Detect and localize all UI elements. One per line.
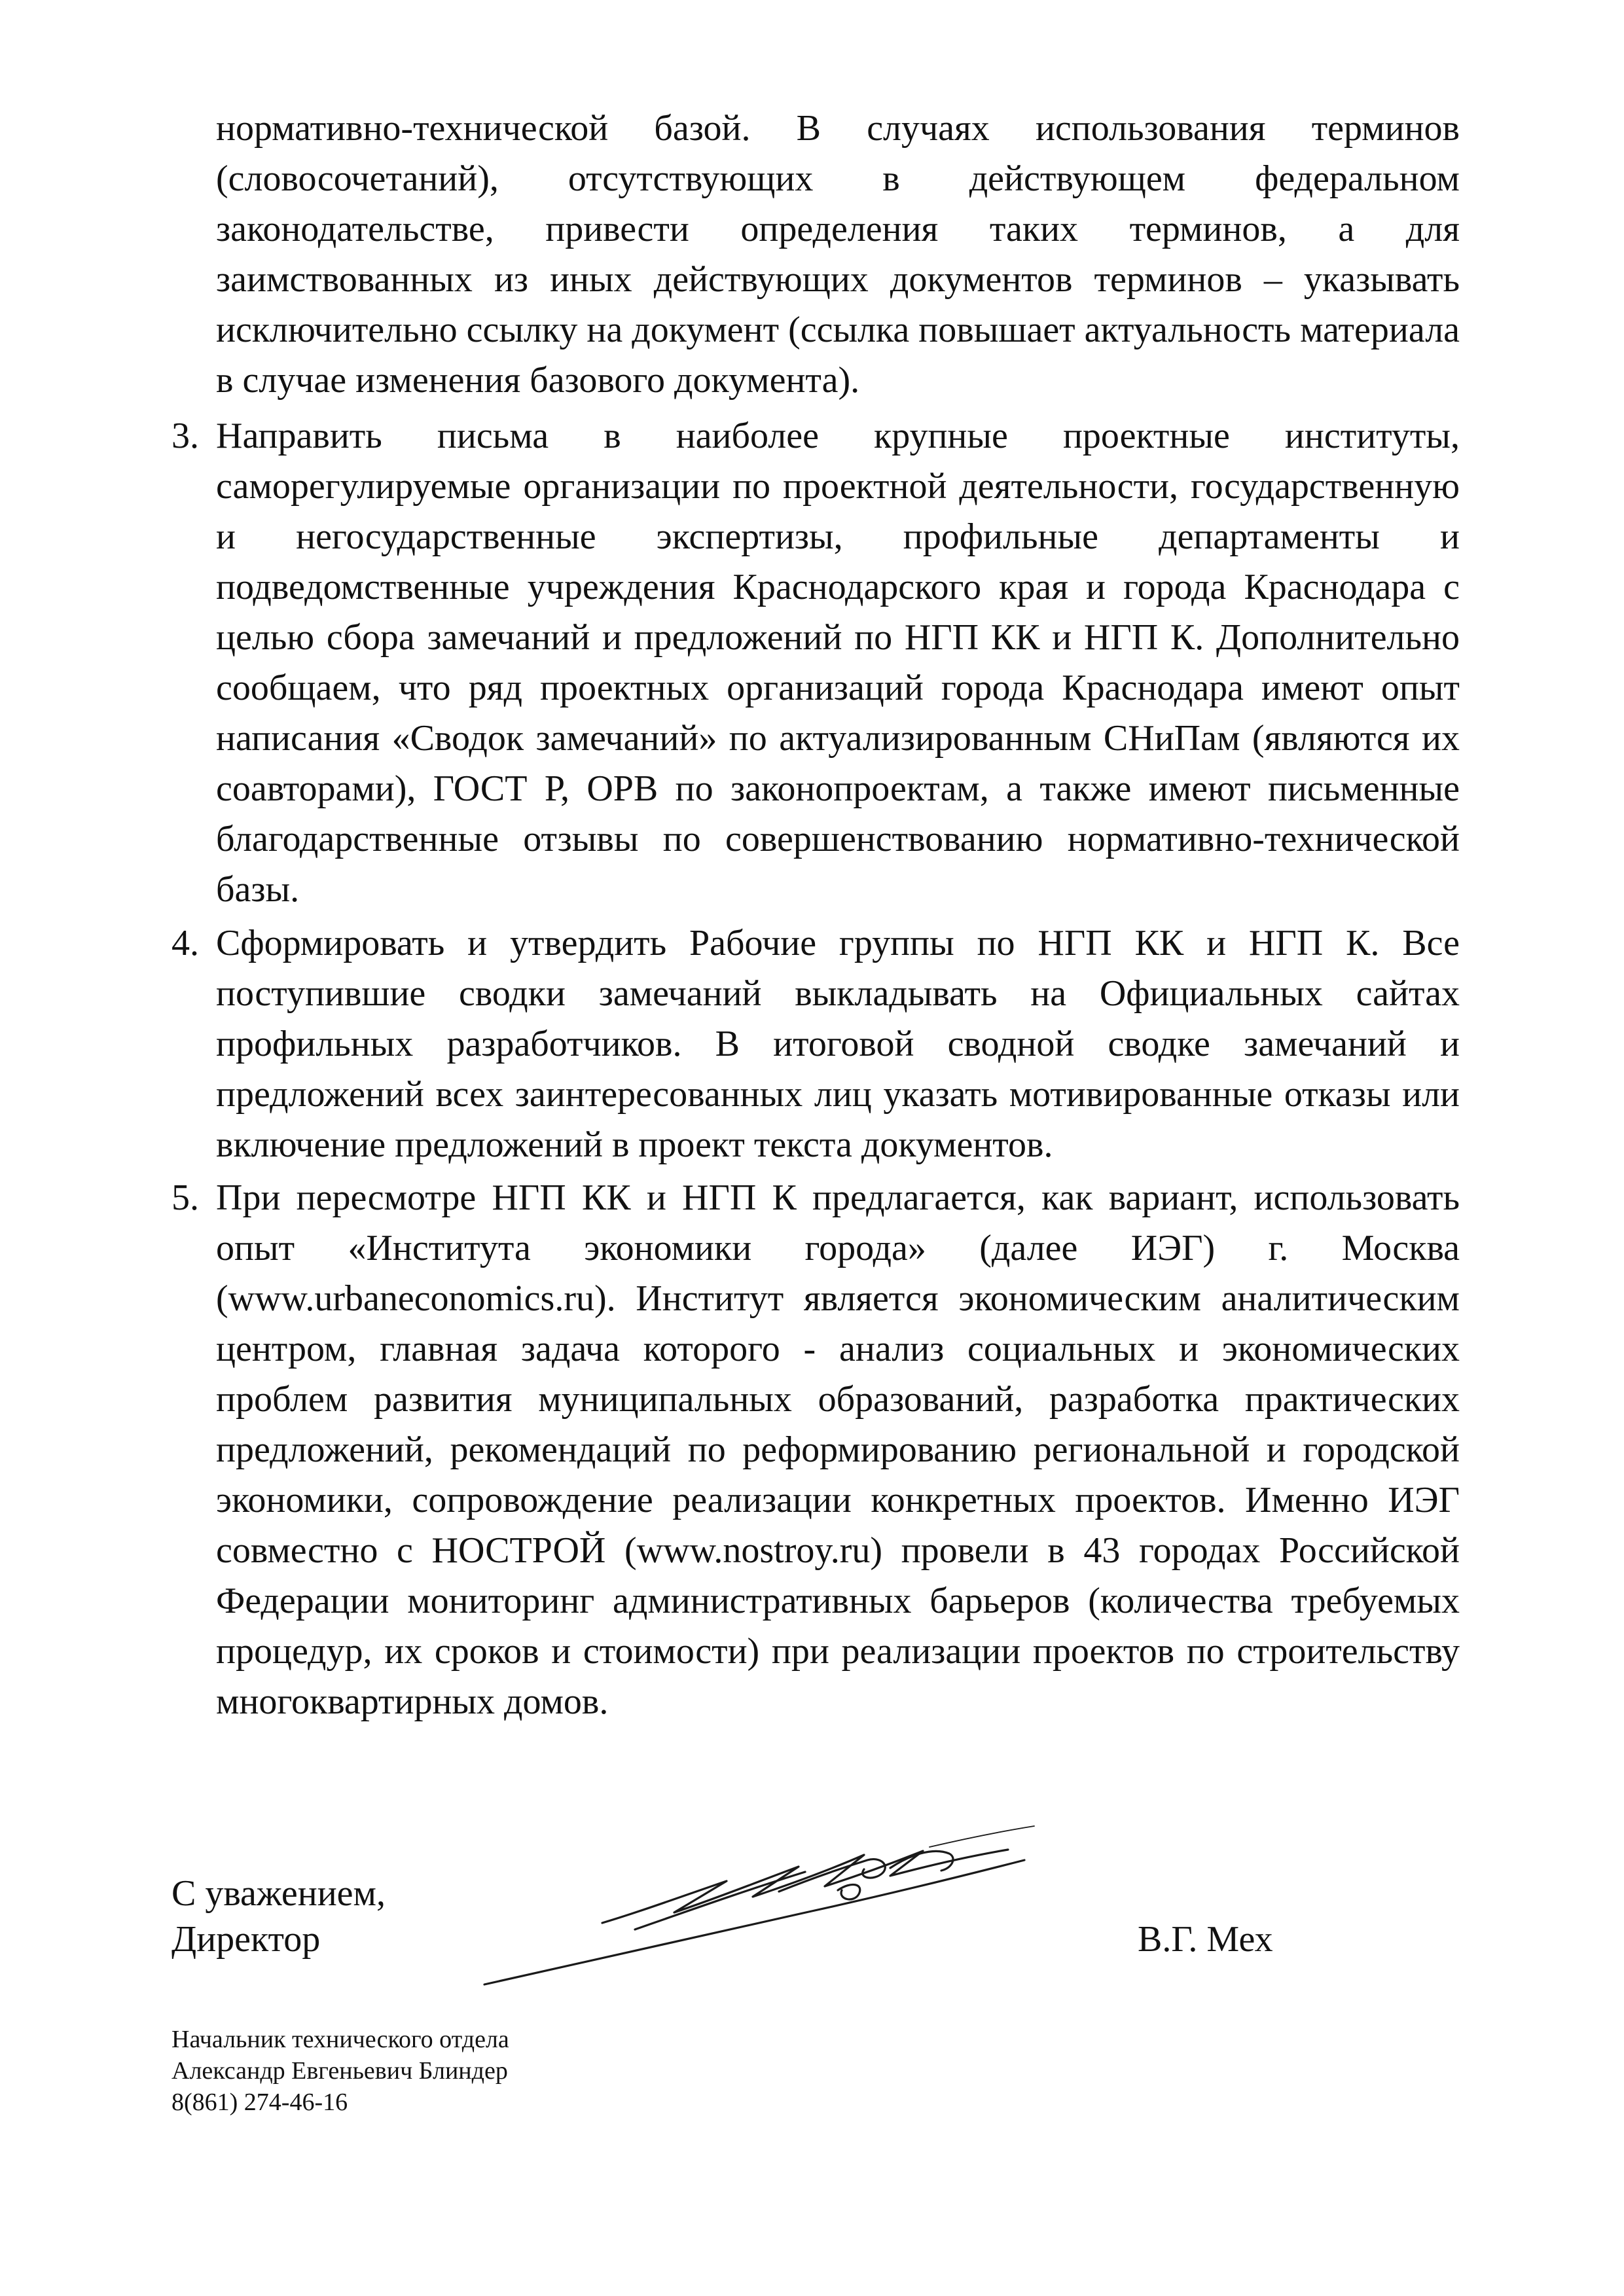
list-item-text: Направить письма в наиболее крупные проектные институты, саморегулируемые организации по проектной деятельности, государственную и негосударственные экспертизы, профильные департаменты и подведомственные учреждения Краснодарского края и города Краснодара с целью сбора замечаний и предложений по НГП КК и НГП К. Дополнительно сообщаем, что ряд проектных организаций города Краснодара имеют опыт написания «Сводок замечаний» по актуализированным СНиПам (являются их соавторами), ГОСТ Р, ОРВ по законопроектам, а также имеют письменные благодарственные отзывы по совершенствованию нормативно-технической базы. (216, 416, 1460, 910)
signer-position: Директор (171, 1919, 321, 1960)
list-item-number: 4. (171, 923, 199, 963)
list-item-number: 3. (171, 416, 199, 456)
list-item-text: При пересмотре НГП КК и НГП К предлагается, как вариант, использовать опыт «Института экономики города» (далее ИЭГ) г. Москва (www.urbaneconomics.ru). Институт является экономическим аналитическим центром, главная задача которого - анализ социальных и экономических проблем развития муниципальных образований, разработка практических предложений, рекомендаций по реформированию региональной и городской экономики, сопровождение реализации конкретных проектов. Именно ИЭГ совместно с НОСТРОЙ (www.nostroy.ru) провели в 43 городах Российской Федерации мониторинг административных барьеров (количества требуемых процедур, их сроков и стоимости) при реализации проектов по строительству многоквартирных домов. (216, 1177, 1460, 1722)
continuation-paragraph: нормативно-технической базой. В случаях использования терминов (словосочетаний), отсутствующих в действующем федеральном законодательстве, привести определения таких терминов, а для заимствованных из иных действующих документов терминов – указывать исключительно ссылку на документ (ссылка повышает актуальность материала в случае изменения базового документа). (216, 108, 1460, 401)
executor-phone: 8(861) 274-46-16 (171, 2089, 348, 2116)
list-item-text: Сформировать и утвердить Рабочие группы по НГП КК и НГП К. Все поступившие сводки замечаний выкладывать на Официальных сайтах профильных разработчиков. В итоговой сводной сводке замечаний и предложений всех заинтересованных лиц указать мотивированные отказы или включение предложений в проект текста документов. (216, 923, 1460, 1165)
executor-name: Александр Евгеньевич Блиндер (171, 2057, 508, 2085)
handwritten-signature-icon (471, 1813, 1047, 2003)
executor-title: Начальник технического отдела (171, 2026, 509, 2053)
signer-name: В.Г. Мех (1138, 1919, 1273, 1960)
list-item-number: 5. (171, 1177, 199, 1218)
closing-phrase: С уважением, (171, 1873, 386, 1914)
